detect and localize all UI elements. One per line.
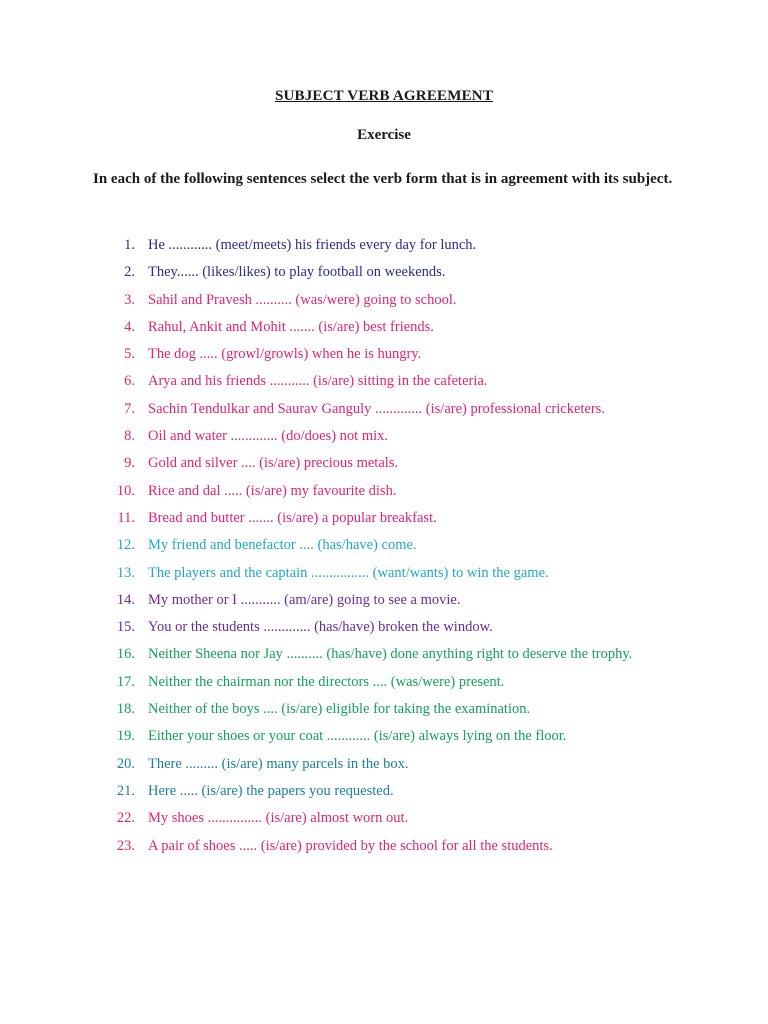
list-item (0, 232, 768, 259)
item-text: Rice and dal ..... (is/are) my favourite dish. (148, 482, 397, 499)
item-number: 14. (116, 591, 135, 608)
item-text: Oil and water ............. (do/does) not mix. (148, 428, 389, 445)
list-item (0, 396, 768, 423)
item-number: 16. (116, 646, 135, 663)
item-number: 5. (124, 346, 135, 363)
item-number: 17. (116, 673, 135, 690)
list-item (0, 833, 768, 860)
item-number: 1. (124, 237, 135, 253)
list-item (0, 532, 768, 559)
item-text: The players and the captain ................ (want/wants) to win the game. (148, 564, 549, 581)
list-item (0, 778, 768, 805)
item-number: 11. (117, 509, 135, 526)
item-text: My friend and benefactor .... (has/have) come. (148, 537, 417, 554)
item-text: Neither of the boys .... (is/are) eligible for taking the examination. (148, 701, 531, 718)
item-text: There ......... (is/are) many parcels in the box. (148, 755, 409, 772)
list-item (0, 560, 768, 587)
item-text: Here ..... (is/are) the papers you requested. (148, 782, 394, 799)
item-number: 10. (116, 482, 135, 499)
item-number: 15. (116, 619, 135, 636)
item-text: Either your shoes or your coat ............ (is/are) always lying on the floor. (148, 728, 567, 745)
instruction-text: In each of the following sentences select the verb form that is in agreement with its subject. (93, 171, 673, 187)
item-text: Neither Sheena nor Jay .......... (has/have) done anything right to deserve the trophy. (148, 646, 633, 663)
list-item (0, 259, 768, 286)
list-item (0, 314, 768, 341)
page-title: SUBJECT VERB AGREEMENT (274, 88, 494, 104)
list-item (0, 450, 768, 477)
item-number: 4. (124, 318, 135, 335)
list-item (0, 669, 768, 696)
item-number: 6. (124, 373, 135, 390)
list-item (0, 805, 768, 832)
item-number: 12. (116, 537, 135, 554)
list-item (0, 478, 768, 505)
list-item (0, 368, 768, 395)
item-number: 2. (124, 264, 135, 281)
item-number: 21. (116, 782, 135, 799)
item-number: 8. (124, 428, 135, 445)
item-number: 7. (124, 400, 135, 417)
item-number: 13. (116, 564, 135, 581)
item-text: Sahil and Pravesh .......... (was/were) going to school. (148, 291, 457, 308)
list-item (0, 423, 768, 450)
list-item (0, 751, 768, 778)
item-number: 22. (116, 810, 135, 827)
item-number: 9. (124, 455, 135, 472)
list-item (0, 696, 768, 723)
item-text: My mother or I ........... (am/are) going to see a movie. (148, 591, 461, 608)
item-text: A pair of shoes ..... (is/are) provided by the school for all the students. (148, 837, 553, 854)
item-text: My shoes ............... (is/are) almost worn out. (148, 810, 409, 827)
item-text: Arya and his friends ........... (is/are) sitting in the cafeteria. (148, 373, 488, 390)
item-text: Sachin Tendulkar and Saurav Ganguly ............. (is/are) professional cricketers. (148, 400, 605, 417)
item-number: 20. (116, 755, 135, 772)
item-text: Rahul, Ankit and Mohit ....... (is/are) best friends. (148, 318, 434, 335)
list-item (0, 341, 768, 368)
item-number: 23. (116, 837, 135, 854)
list-item (0, 641, 768, 668)
list-item (0, 614, 768, 641)
exercise-list (0, 232, 768, 860)
item-text: He ............ (meet/meets) his friends every day for lunch. (148, 237, 477, 253)
item-text: You or the students ............. (has/have) broken the window. (148, 619, 493, 636)
item-text: The dog ..... (growl/growls) when he is hungry. (148, 346, 422, 363)
item-text: Gold and silver .... (is/are) precious metals. (148, 455, 399, 472)
list-item (0, 587, 768, 614)
list-item (0, 723, 768, 750)
item-text: They...... (likes/likes) to play football on weekends. (148, 264, 446, 281)
list-item (0, 505, 768, 532)
item-number: 3. (124, 291, 135, 308)
item-number: 19. (116, 728, 135, 745)
item-text: Neither the chairman nor the directors .... (was/were) present. (148, 673, 505, 690)
list-item (0, 287, 768, 314)
exercise-heading: Exercise (357, 127, 411, 143)
item-text: Bread and butter ....... (is/are) a popular breakfast. (148, 509, 437, 526)
item-number: 18. (116, 701, 135, 718)
